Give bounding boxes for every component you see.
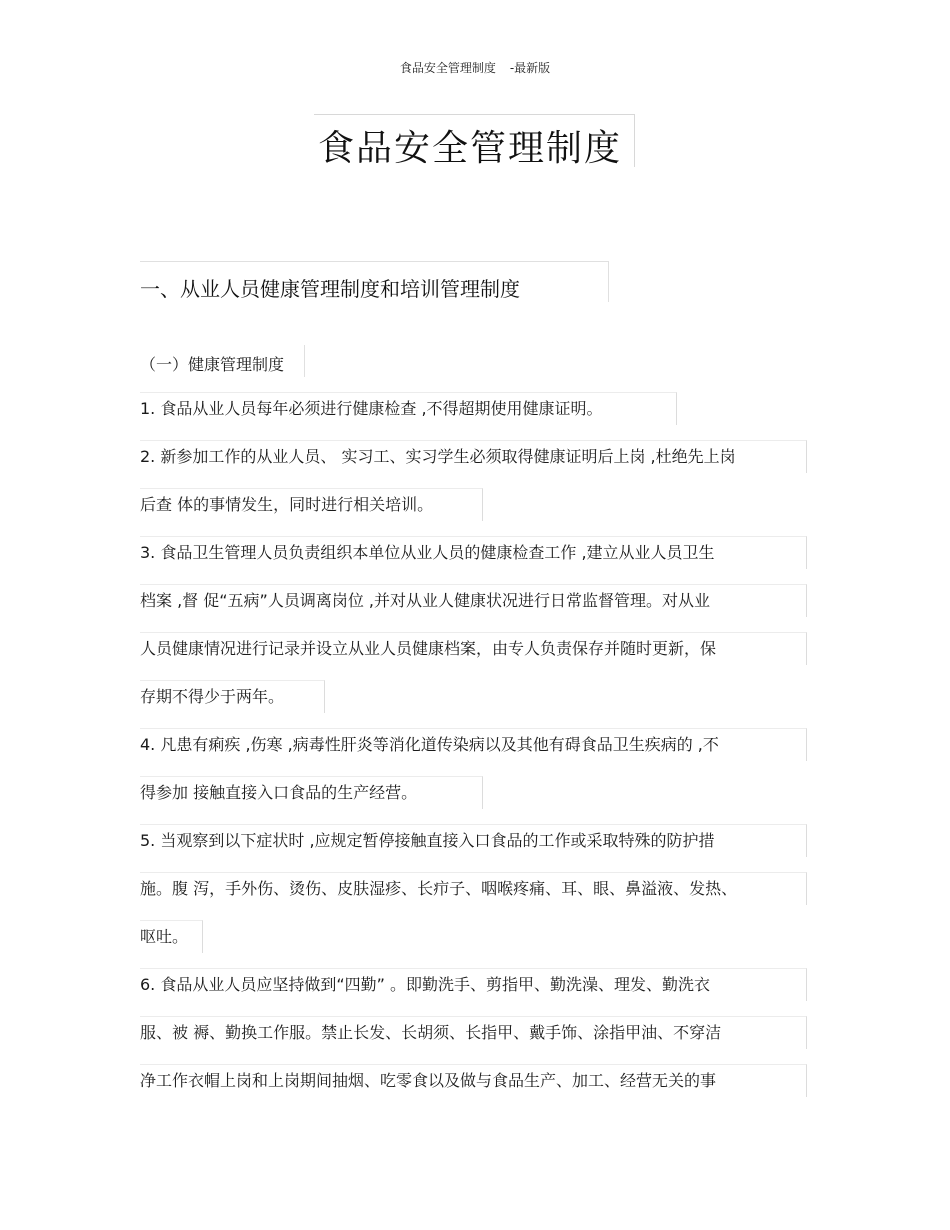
running-header <box>0 59 950 76</box>
item-3-line-2: 档案 ,督 促“五病”人员调离岗位 ,并对从业人健康状况进行日常监督管理。对从业 <box>140 591 711 610</box>
item-3-line-1: 3. 食品卫生管理人员负责组织本单位从业人员的健康检查工作 ,建立从业人员卫生 <box>140 543 715 562</box>
item-6-line-3: 净工作衣帽上岗和上岗期间抽烟、吃零食以及做与食品生产、加工、经营无关的事 <box>140 1071 717 1090</box>
page-title: 食品安全管理制度 <box>318 128 623 169</box>
item-5-line-3: 呕吐。 <box>140 927 189 946</box>
item-5-line-2: 施。腹 泻，手外伤、烫伤、皮肤湿疹、长疖子、咽喉疼痛、耳、眼、鼻溢液、发热、 <box>140 879 738 898</box>
item-3-line-4: 存期不得少于两年。 <box>140 687 285 706</box>
item-6-line-2: 服、被 褥、勤换工作服。禁止长发、长胡须、长指甲、戴手饰、涂指甲油、不穿洁 <box>140 1023 722 1042</box>
item-3-line-3: 人员健康情况进行记录并设立从业人员健康档案，由专人负责保存并随时更新，保 <box>140 639 717 658</box>
item-5-line-1: 5. 当观察到以下症状时 ,应规定暂停接触直接入口食品的工作或采取特殊的防护措 <box>140 831 715 850</box>
header-version: -最新版 <box>509 61 551 75</box>
subsection-heading: （一）健康管理制度 <box>140 355 285 374</box>
item-4-line-1: 4. 凡患有痢疾 ,伤寒 ,病毒性肝炎等消化道传染病以及其他有碍食品卫生疾病的 ,不 <box>140 735 719 754</box>
item-6-line-1: 6. 食品从业人员应坚持做到“四勤” 。即勤洗手、剪指甲、勤洗澡、理发、勤洗衣 <box>140 975 711 994</box>
item-2-line-2: 后查 体的事情发生，同时进行相关培训。 <box>140 495 434 514</box>
item-4-line-2: 得参加 接触直接入口食品的生产经营。 <box>140 783 418 802</box>
section-heading: 一、从业人员健康管理制度和培训管理制度 <box>140 277 520 301</box>
item-1-line-1: 1. 食品从业人员每年必须进行健康检查 ,不得超期使用健康证明。 <box>140 399 603 418</box>
item-2-line-1: 2. 新参加工作的从业人员、 实习工、实习学生必须取得健康证明后上岗 ,杜绝先上岗 <box>140 447 736 466</box>
header-doc-name: 食品安全管理制度 <box>399 61 496 75</box>
